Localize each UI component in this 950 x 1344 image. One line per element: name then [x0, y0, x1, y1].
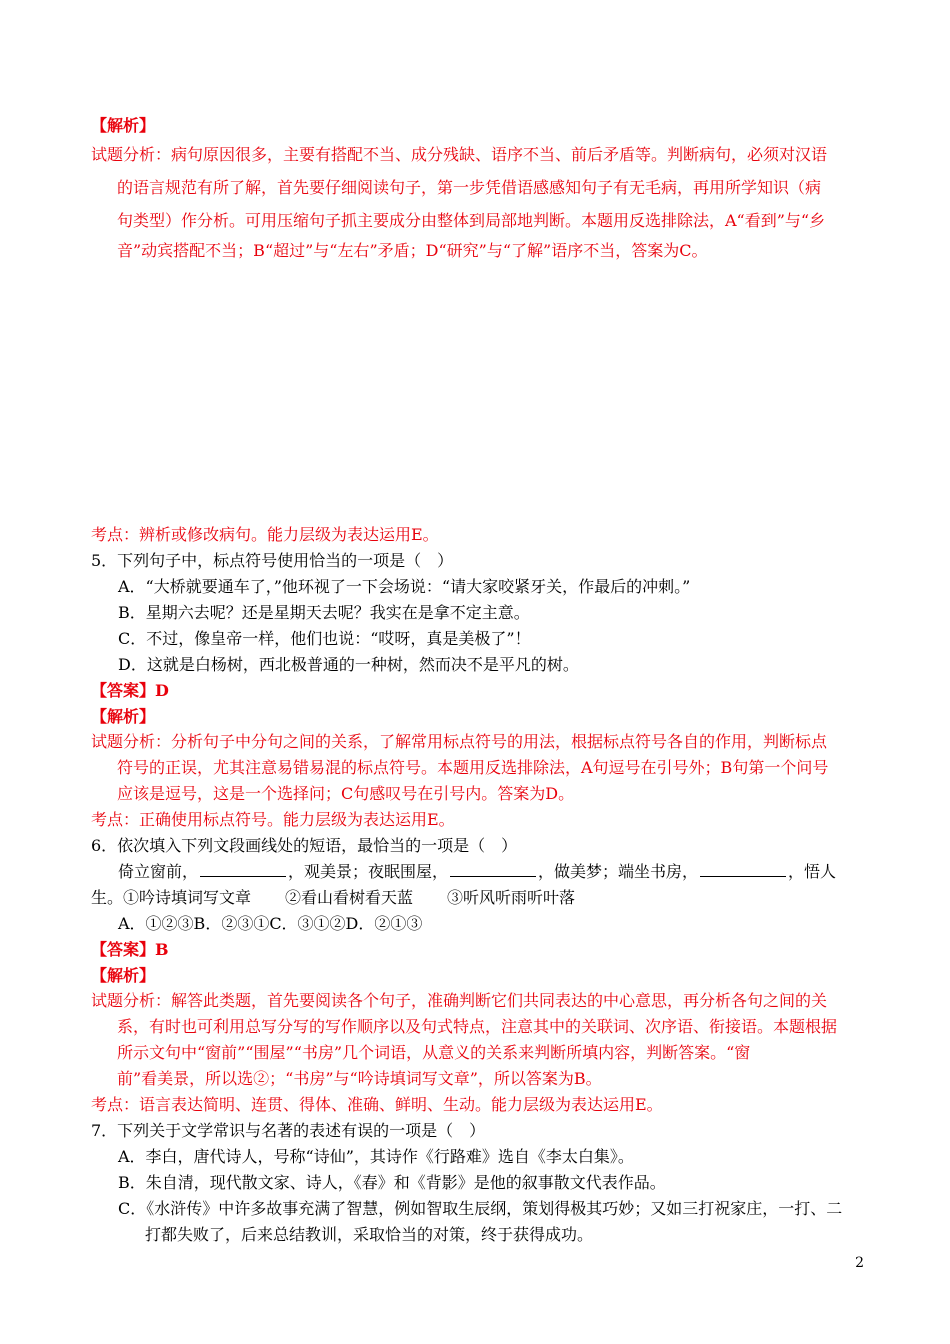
- analysis-text-line: 应该是逗号，这是一个选择问；C句感叹号在引号内。答案为D。: [117, 784, 575, 803]
- analysis-text-line: 符号的正误，尤其注意易错易混的标点符号。本题用反选排除法，A句逗号在引号外；B句第一个问号: [117, 758, 829, 777]
- question-6-answer: 【答案】B: [91, 940, 169, 959]
- question-6-stem: 6．依次填入下列文段画线处的短语，最恰当的一项是（ ）: [91, 836, 518, 855]
- question-7-stem: 7．下列关于文学常识与名著的表述有误的一项是（ ）: [91, 1121, 486, 1140]
- question-6-phrases: [91, 886, 575, 910]
- kaodian-line: 考点：辨析或修改病句。能力层级为表达运用E。: [91, 525, 439, 544]
- phrase-2: ②看山看树看天蓝: [285, 888, 414, 907]
- analysis-text-line: 所示文句中“窗前”“围屋”“书房”几个词语，从意义的关系来判断所填内容，判断答案。“窗: [117, 1043, 751, 1062]
- analysis-text-line: 音”动宾搭配不当；B“超过”与“左右”矛盾；D“研究”与“了解”语序不当，答案为C。: [117, 241, 708, 260]
- kaodian-line: 考点：语言表达简明、连贯、得体、准确、鲜明、生动。能力层级为表达运用E。: [91, 1095, 663, 1114]
- kaodian-line: 考点：正确使用标点符号。能力层级为表达运用E。: [91, 810, 455, 829]
- passage-text: 倚立窗前，: [118, 862, 199, 881]
- fill-blank-2: [450, 862, 536, 877]
- passage-text: ，悟人: [788, 862, 837, 881]
- question-6-passage: [118, 860, 836, 884]
- page-number: 2: [855, 1255, 864, 1271]
- fill-blank-3: [700, 862, 786, 877]
- question-6-analysis-header: 【解析】: [91, 966, 156, 985]
- question-5-option-b: B．星期六去呢？还是星期天去呢？我实在是拿不定主意。: [118, 603, 530, 622]
- question-5-analysis-header: 【解析】: [91, 707, 156, 726]
- analysis-text-line: 试题分析：病句原因很多，主要有搭配不当、成分残缺、语序不当、前后矛盾等。判断病句，必须对汉语: [91, 145, 828, 164]
- analysis-text-line: 句类型）作分析。可用压缩句子抓主要成分由整体到局部地判断。本题用反选排除法，A“看到”与“乡: [117, 211, 826, 230]
- question-5-option-d: D．这就是白杨树，西北极普通的一种树，然而决不是平凡的树。: [118, 655, 579, 674]
- question-5-option-a: A．“大桥就要通车了，”他环视了一下会场说：“请大家咬紧牙关，作最后的冲刺。”: [118, 577, 691, 596]
- phrase-1: 生。①吟诗填词写文章: [91, 888, 252, 907]
- analysis-header: 【解析】: [91, 116, 156, 135]
- question-5-option-c: C．不过，像皇帝一样，他们也说：“哎呀，真是美极了”！: [118, 629, 531, 648]
- analysis-text-line: 试题分析：解答此类题，首先要阅读各个句子，准确判断它们共同表达的中心意思，再分析各句之间的关: [91, 991, 828, 1010]
- question-5-stem: 5．下列句子中，标点符号使用恰当的一项是（ ）: [91, 551, 454, 570]
- question-5-answer: 【答案】D: [91, 681, 169, 700]
- analysis-text-line: 试题分析：分析句子中分句之间的关系，了解常用标点符号的用法，根据标点符号各自的作用，判断标点: [91, 732, 828, 751]
- phrase-3: ③听风听雨听叶落: [447, 888, 576, 907]
- analysis-text-line: 前”看美景，所以选②；“书房”与“吟诗填词写文章”，所以答案为B。: [117, 1069, 602, 1088]
- passage-text: ，观美景；夜眠围屋，: [288, 862, 449, 881]
- question-7-option-b: B．朱自清，现代散文家、诗人，《春》和《背影》是他的叙事散文代表作品。: [118, 1173, 666, 1192]
- question-6-choices: A．①②③B．②③①C．③①②D．②①③: [118, 914, 423, 933]
- question-7-option-a: A．李白，唐代诗人，号称“诗仙”，其诗作《行路难》选自《李太白集》。: [118, 1147, 634, 1166]
- question-7-option-c-cont: 打都失败了，后来总结教训，采取恰当的对策，终于获得成功。: [145, 1225, 594, 1244]
- question-7-option-c: C．《水浒传》中许多故事充满了智慧，例如智取生辰纲，策划得极其巧妙；又如三打祝家庄，一打、二: [118, 1199, 843, 1218]
- passage-text: ，做美梦；端坐书房，: [538, 862, 699, 881]
- analysis-text-line: 系，有时也可利用总写分写的写作顺序以及句式特点，注意其中的关联词、次序语、衔接语。本题根据: [117, 1017, 838, 1036]
- analysis-text-line: 的语言规范有所了解，首先要仔细阅读句子，第一步凭借语感感知句子有无毛病，再用所学知识（病: [117, 178, 822, 197]
- fill-blank-1: [200, 862, 286, 877]
